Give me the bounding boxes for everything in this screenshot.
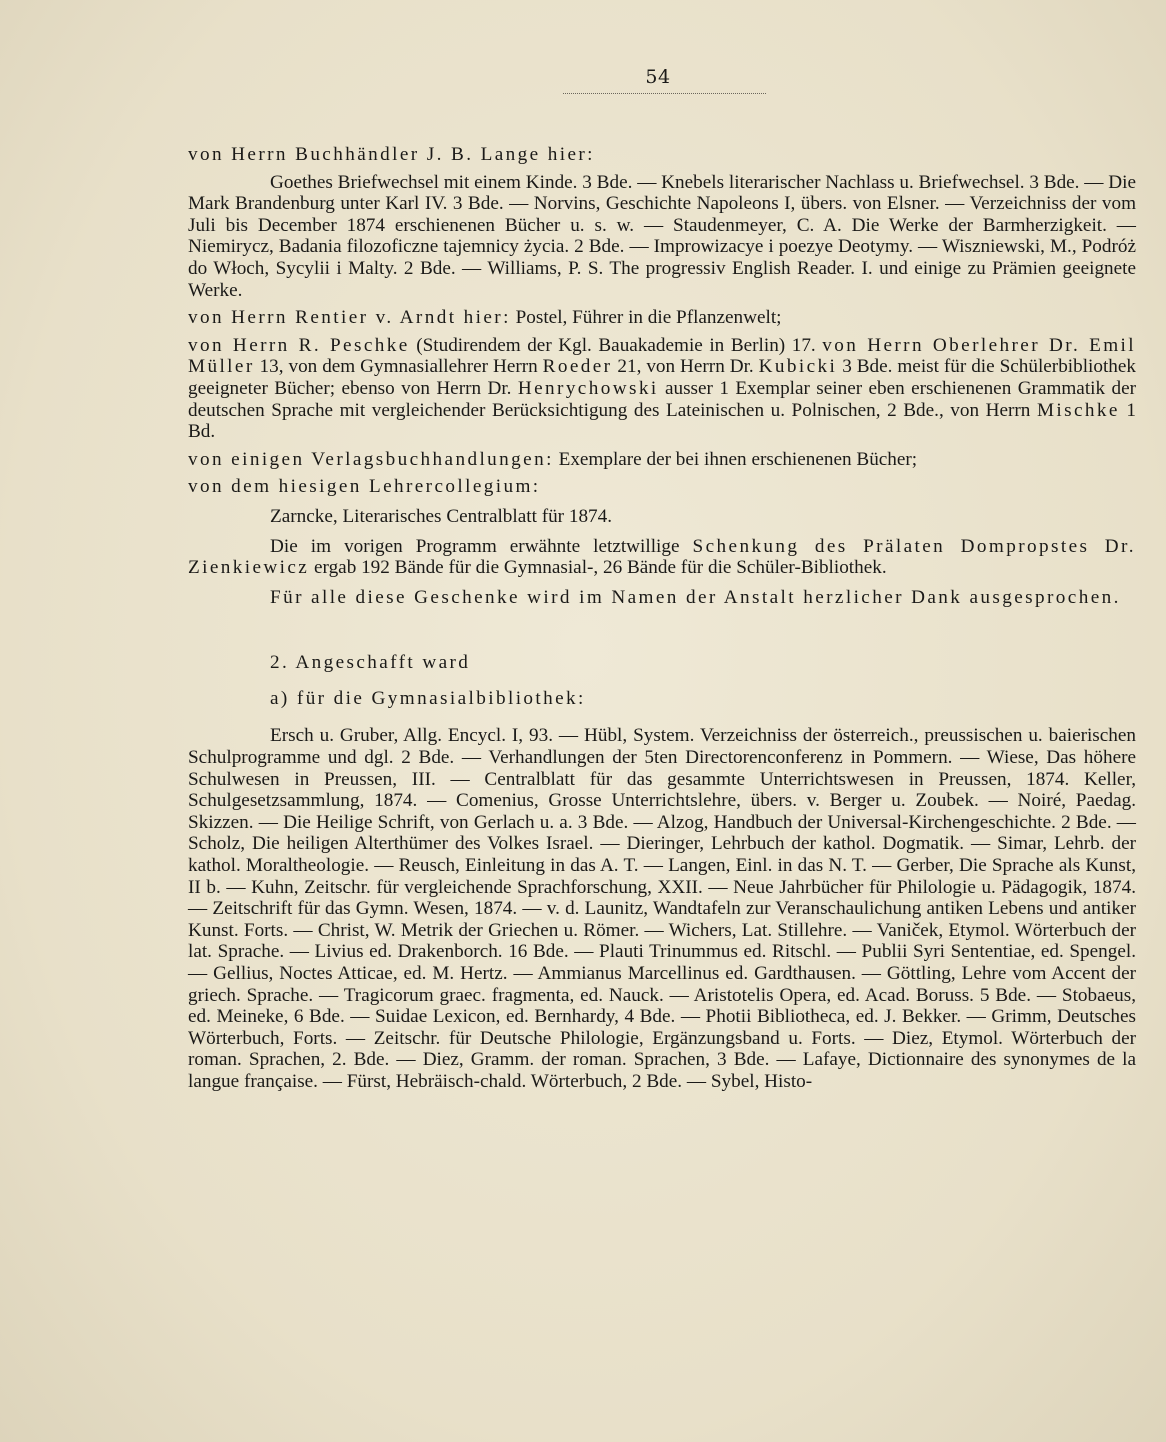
peschke-paragraph — [188, 335, 1136, 443]
schenkung-text-2: ergab 192 Bände für die Gymnasial-, 26 Bände für die Schüler-Bibliothek. — [309, 557, 887, 579]
verlag-name: von einigen Verlagsbuchhandlungen: — [188, 448, 554, 470]
zarncke-paragraph: Zarncke, Literarisches Centralblatt für 1874. — [270, 505, 613, 527]
gymnasial-text: a) für die Gymnasialbibliothek: — [270, 687, 586, 709]
peschke-name-2: von Herrn Oberlehrer Dr. Emil Müller — [188, 334, 1136, 378]
schenkung-name: Schenkung des Prälaten Dompropstes Dr. Zienkiewicz — [188, 535, 1136, 579]
peschke-name-6: Mischke — [1036, 399, 1120, 421]
arndt-text: Postel, Führer in die Pflanzenwelt; — [510, 307, 782, 329]
lehrer-name: von dem hiesigen Lehrercollegium: — [188, 476, 541, 498]
verlag-text: Exemplare der bei ihnen erschienenen Bücher; — [553, 448, 918, 470]
header-rule — [563, 93, 766, 97]
peschke-text-5: ausser 1 Exemplar seiner eben erschienenen Grammatik der deutschen Sprache mit vergleichender Berücksichtigung des Lateinischen u. Polnischen, 2 Bde., von Herrn — [188, 377, 1136, 421]
schenkung-text-1: Die im vorigen Programm erwähnte letztwillige — [270, 535, 693, 557]
peschke-text-2: 13, von dem Gymnasiallehrer Herrn — [254, 356, 543, 378]
peschke-text-4: 3 Bde. meist für die Schülerbibliothek geeigneter Bücher; ebenso von Herrn Dr. — [188, 356, 1136, 399]
document-body — [188, 144, 1136, 1093]
peschke-name-3: Roeder — [542, 356, 613, 378]
peschke-name-4: Kubicki — [758, 356, 838, 378]
dank-text: Für alle diese Geschenke wird im Namen der Anstalt herzlicher Dank ausgesprochen. — [270, 586, 1121, 608]
peschke-text-6: 1 Bd. — [188, 399, 1136, 443]
schenkung-paragraph — [188, 536, 1136, 579]
verlag-paragraph — [188, 449, 1136, 471]
lange-paragraph: Goethes Briefwechsel mit einem Kinde. 3 Bde. — Knebels literarischer Nachlass u. Briefwechsel. 3 Bde. — Die Mark Brandenburg unter Karl IV. 3 Bde. — Norvins, Geschichte Napoleons I, übers. von Elsner. — Verzeichniss der vom Juli bis December 1874 erschienenen Bücher u. s. w. — Staudenmeyer, C. A. Die Werke der Barmherzigkeit. — Niemirycz, Badania filozoficzne tajemnicy życia. 2 Bde. — Improwizacye i poezye Deotymy. — Wiszniewski, M., Podróż do Włoch, Sycylii i Malty. 2 Bde. — Williams, P. S. The progressiv English Reader. I. und einige zu Prämien geeignete Werke. — [188, 171, 1136, 301]
lange-heading-text: von Herrn Buchhändler J. B. Lange hier: — [188, 144, 595, 165]
angeschafft-heading — [188, 652, 1136, 674]
arndt-paragraph — [188, 307, 1136, 329]
page-number: 54 — [645, 66, 671, 88]
peschke-name-1: von Herrn R. Peschke — [188, 334, 410, 356]
arndt-name: von Herrn Rentier v. Arndt hier: — [188, 307, 511, 329]
dank-paragraph — [188, 587, 1136, 609]
gymnasial-heading — [188, 688, 1136, 710]
peschke-text-1: (Studirendem der Kgl. Bauakademie in Berlin) 17. — [409, 334, 823, 356]
peschke-text-3: 21, von Herrn Dr. — [612, 356, 759, 378]
lehrer-heading — [188, 476, 1136, 498]
angeschafft-text: 2. Angeschafft ward — [270, 652, 471, 674]
lange-heading — [188, 144, 1136, 166]
ersch-paragraph: Ersch u. Gruber, Allg. Encycl. I, 93. — Hübl, System. Verzeichniss der österreich., preussischen u. baierischen Schulprogramme und dgl. 2 Bde. — Verhandlungen der 5ten Directorenconferenz in Pommern. — Wiese, Das höhere Schulwesen in Preussen, III. — Centralblatt für das gesammte Unterrichtswesen in Preussen, 1874. Keller, Schulgesetzsammlung, 1874. — Comenius, Grosse Unterrichtslehre, übers. v. Berger u. Zoubek. — Noiré, Paedag. Skizzen. — Die Heilige Schrift, von Gerlach u. a. 3 Bde. — Alzog, Handbuch der Universal-Kirchengeschichte. 2 Bde. — Scholz, Die heiligen Alterthümer des Volkes Israel. — Dieringer, Lehrbuch der kathol. Dogmatik. — Simar, Lehrb. der kathol. Moraltheologie. — Reusch, Einleitung in das A. T. — Langen, Einl. in das N. T. — Gerber, Die Sprache als Kunst, II b. — Kuhn, Zeitschr. für vergleichende Sprachforschung, XXII. — Neue Jahrbücher für Philologie u. Pädagogik, 1874. — Zeitschrift für das Gymn. Wesen, 1874. — v. d. Launitz, Wandtafeln zur Veranschaulichung antiken Lebens und antiker Kunst. Forts. — Christ, W. Metrik der Griechen u. Römer. — Wichers, Lat. Stillehre. — Vaniček, Etymol. Wörterbuch der lat. Sprache. — Livius ed. Drakenborch. 16 Bde. — Plauti Trinummus ed. Ritschl. — Publii Syri Sententiae, ed. Spengel. — Gellius, Noctes Atticae, ed. M. Hertz. — Ammianus Marcellinus ed. Gardthausen. — Göttling, Lehre vom Accent der griech. Sprache. — Tragicorum graec. fragmenta, ed. Nauck. — Aristotelis Opera, ed. Acad. Boruss. 5 Bde. — Stobaeus, ed. Meineke, 6 Bde. — Suidae Lexicon, ed. Bernhardy, 4 Bde. — Photii Bibliotheca, ed. J. Bekker. — Grimm, Deutsches Wörterbuch, Forts. — Zeitschr. für Deutsche Philologie, Ergänzungsband u. Forts. — Diez, Etymol. Wörterbuch der roman. Sprachen, 2. Bde. — Diez, Gramm. der roman. Sprachen, 3 Bde. — Lafaye, Dictionnaire des synonymes de la langue française. — Fürst, Hebräisch-chald. Wörterbuch, 2 Bde. — Sybel, Histo- — [188, 725, 1136, 1092]
peschke-name-5: Henrychowski — [517, 377, 659, 399]
